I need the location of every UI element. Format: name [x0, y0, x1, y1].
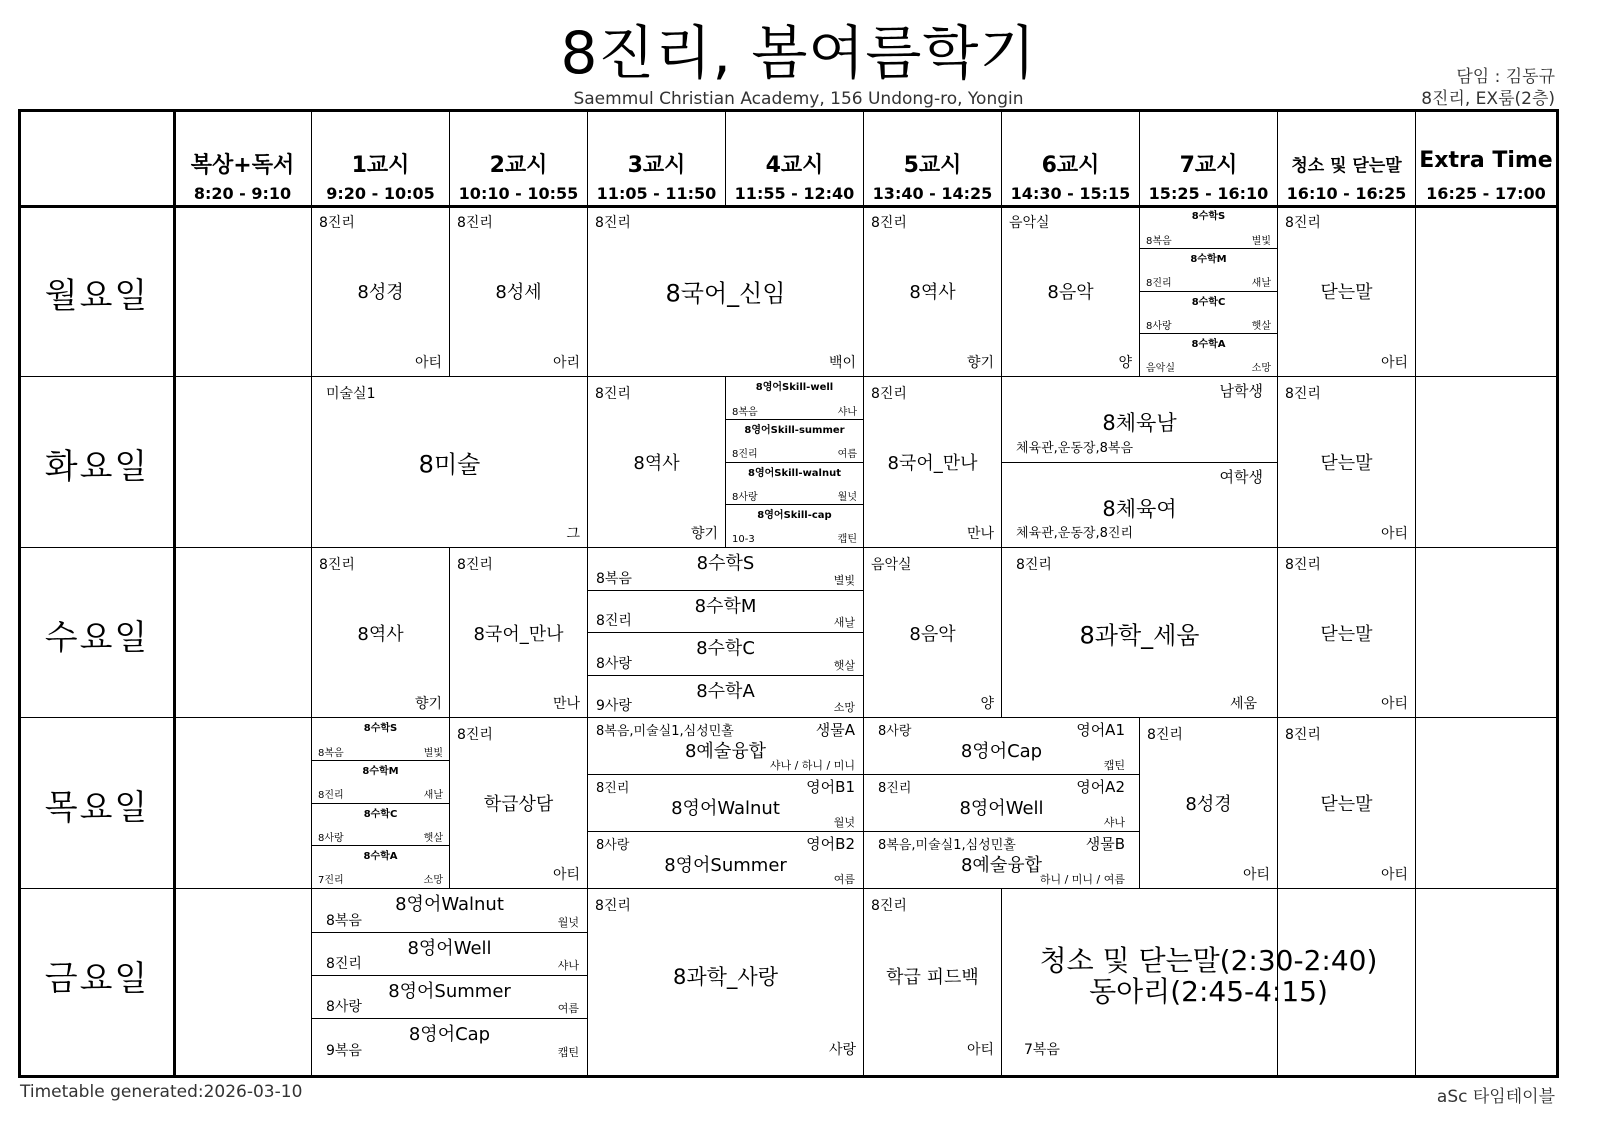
- sub-lesson-subject: 8영어Well: [407, 938, 492, 959]
- sub-lesson-location: 8진리: [596, 781, 630, 796]
- period-time: 15:25 - 16:10: [1148, 184, 1269, 203]
- lesson-card[interactable]: [588, 377, 725, 547]
- lesson-card[interactable]: [1140, 718, 1277, 888]
- split-lesson-card[interactable]: [726, 377, 863, 547]
- lesson-teacher: 사랑: [828, 1042, 856, 1058]
- sub-lesson-subject: 8영어Well: [959, 798, 1044, 819]
- sub-lesson-subject: 8수학C: [696, 638, 755, 659]
- sub-lesson-teacher: 햇살: [1251, 321, 1271, 332]
- sub-lesson-teacher: 별빛: [423, 748, 443, 759]
- lesson-group: 7복음: [1024, 1042, 1060, 1058]
- lesson-card[interactable]: [450, 718, 587, 888]
- lesson-card[interactable]: [312, 206, 449, 376]
- sub-lesson-subject: 8영어Skill-walnut: [748, 468, 841, 479]
- lesson-subject: 8국어_만나: [887, 453, 978, 474]
- homeroom-teacher: 담임 : 김동규: [1456, 67, 1555, 87]
- club-notice-line1: 청소 및 닫는말(2:30-2:40): [1039, 944, 1378, 977]
- sub-lesson-tag: 영어B2: [806, 835, 855, 853]
- lesson-card[interactable]: [1002, 206, 1139, 376]
- sub-lesson-group: 8진리: [318, 790, 344, 801]
- sub-lesson-group: 8진리: [596, 613, 632, 629]
- sub-lesson-subject: 8영어Skill-cap: [757, 510, 832, 521]
- generated-date: Timetable generated:2026-03-10: [20, 1082, 303, 1102]
- lesson-group: 음악실: [1009, 215, 1050, 231]
- sub-lesson-group: 8사랑: [596, 656, 632, 672]
- sub-lesson-tag: 생물A: [815, 721, 855, 739]
- sub-lesson-group: 8복음: [732, 407, 758, 418]
- lesson-teacher: 만나: [552, 696, 580, 712]
- sub-lesson-teacher: 월넛: [557, 916, 579, 929]
- period-time: 10:10 - 10:55: [458, 184, 579, 203]
- sub-lesson-location: 8사랑: [878, 724, 912, 739]
- sub-lesson-teacher: 샤나: [557, 959, 579, 972]
- sub-lesson-group: 8복음: [326, 913, 362, 929]
- period-header: [1140, 112, 1277, 208]
- period-time: 9:20 - 10:05: [326, 184, 435, 203]
- lesson-group: 8진리: [457, 557, 493, 573]
- sub-lesson-group: 9복음: [326, 1043, 362, 1059]
- lesson-teacher: 아티: [1380, 867, 1408, 883]
- period-header: [450, 112, 587, 208]
- sub-lesson-subject: 8예술융합: [684, 741, 766, 762]
- sub-lesson[interactable]: [1140, 249, 1277, 291]
- sub-lesson-location: 8사랑: [596, 838, 630, 853]
- brand-label: aSc 타임테이블: [1436, 1087, 1555, 1107]
- lesson-teacher: 아리: [552, 355, 580, 371]
- sub-lesson-tag: 영어A1: [1076, 721, 1125, 739]
- sub-lesson-location: 8진리: [878, 781, 912, 796]
- sub-lesson-teacher: 하니 / 미니 / 여름: [1039, 873, 1125, 886]
- lesson-teacher: 양: [1118, 355, 1132, 371]
- sub-lesson-group: 8사랑: [318, 833, 344, 844]
- split-lesson-card[interactable]: [864, 718, 1139, 888]
- period-header: [1278, 112, 1415, 208]
- sub-lesson-tag: 영어B1: [806, 778, 855, 796]
- sub-lesson-teacher: 샤나: [837, 407, 857, 418]
- sub-lesson-subject: 8수학M: [694, 596, 757, 617]
- sub-lesson-group: 10-3: [732, 534, 755, 545]
- sub-lesson-subject: 8영어Cap: [960, 741, 1043, 762]
- lesson-teacher: 아티: [414, 355, 442, 371]
- lesson-group: 음악실: [871, 557, 912, 573]
- sub-lesson[interactable]: [312, 846, 449, 888]
- sub-lesson-subject: 8수학A: [1191, 339, 1226, 350]
- lesson-subject: 8성세: [495, 282, 542, 303]
- split-lesson-card[interactable]: [312, 889, 587, 1075]
- lesson-group: 8진리: [1285, 215, 1321, 231]
- lesson-card[interactable]: [588, 889, 863, 1075]
- period-name: Extra Time: [1419, 148, 1553, 173]
- period-time: 8:20 - 9:10: [193, 184, 292, 203]
- timetable-grid: [18, 109, 1559, 1078]
- column-divider: [1415, 112, 1416, 1075]
- sub-lesson[interactable]: [312, 933, 587, 975]
- sub-lesson-subject: 8수학S: [696, 553, 755, 574]
- period-header: [174, 112, 311, 208]
- sub-lesson-subject: 8영어Summer: [664, 855, 787, 876]
- sub-lesson[interactable]: [726, 420, 863, 462]
- sub-lesson-group: 8진리: [326, 956, 362, 972]
- sub-lesson-subject: 8영어Walnut: [671, 798, 780, 819]
- lesson-card[interactable]: [450, 206, 587, 376]
- split-lesson-card[interactable]: [312, 718, 449, 888]
- sub-lesson-teacher: 별빛: [833, 574, 855, 587]
- sub-lesson[interactable]: [312, 976, 587, 1018]
- lesson-card[interactable]: [864, 206, 1001, 376]
- period-name: 청소 및 닫는말: [1291, 156, 1402, 176]
- period-time: 11:55 - 12:40: [734, 184, 855, 203]
- lesson-card[interactable]: [1278, 718, 1415, 888]
- split-lesson-card[interactable]: [588, 718, 863, 888]
- sub-lesson-group: 8진리: [732, 449, 758, 460]
- sub-lesson-teacher: 캡틴: [837, 534, 857, 545]
- period-header: [312, 112, 449, 208]
- sub-lesson-tag: 영어A2: [1076, 778, 1125, 796]
- lesson-teacher: 아티: [1380, 526, 1408, 542]
- school-address: Saemmul Christian Academy, 156 Undong-ro, Yongin: [573, 89, 1024, 109]
- sub-lesson-subject: 8예술융합: [960, 855, 1042, 876]
- sub-lesson[interactable]: [1002, 377, 1277, 462]
- sub-lesson-teacher: 새날: [423, 790, 443, 801]
- sub-lesson-group: 8사랑: [1146, 321, 1172, 332]
- sub-lesson[interactable]: [726, 377, 863, 420]
- club-notice-line2: 동아리(2:45-4:15): [1089, 975, 1328, 1008]
- sub-lesson-location: 체육관,운동장,8진리: [1016, 526, 1133, 541]
- period-name: 4교시: [765, 153, 824, 178]
- lesson-subject: 닫는말: [1320, 623, 1373, 645]
- period-name: 1교시: [351, 153, 410, 178]
- lesson-subject: 8과학_사랑: [672, 965, 778, 990]
- lesson-card[interactable]: [864, 377, 1001, 547]
- sub-lesson[interactable]: [1140, 206, 1277, 249]
- lesson-teacher: 그: [566, 526, 580, 542]
- sub-lesson-teacher: 소망: [423, 875, 443, 886]
- club-notice: [1002, 945, 1415, 1007]
- day-label-thu: 목요일: [44, 788, 150, 828]
- period-header: [726, 112, 863, 208]
- lesson-subject: 닫는말: [1320, 794, 1373, 815]
- sub-lesson[interactable]: [312, 1019, 587, 1062]
- sub-lesson-tag: 여학생: [1219, 468, 1263, 486]
- day-label-wed: 수요일: [44, 618, 150, 658]
- lesson-group: 8진리: [457, 215, 493, 231]
- lesson-teacher: 아티: [1380, 696, 1408, 712]
- sub-lesson-teacher: 샤나: [1103, 816, 1125, 829]
- sub-lesson-teacher: 월넛: [837, 492, 857, 503]
- lesson-teacher: 만나: [966, 526, 994, 542]
- lesson-group: 8진리: [595, 386, 631, 402]
- sub-lesson-group: 8사랑: [732, 492, 758, 503]
- lesson-card[interactable]: [1278, 377, 1415, 547]
- class-info: [1421, 66, 1555, 110]
- lesson-subject: 8미술: [418, 450, 481, 479]
- sub-lesson-location: 8복음,미술실1,심성민홀: [596, 724, 734, 739]
- sub-lesson[interactable]: [726, 505, 863, 547]
- lesson-subject: 8역사: [633, 453, 680, 474]
- period-header: [1002, 112, 1139, 208]
- sub-lesson-subject: 8수학C: [363, 809, 398, 820]
- lesson-group: 8진리: [319, 215, 355, 231]
- lesson-teacher: 아티: [966, 1042, 994, 1058]
- sub-lesson-subject: 8영어Cap: [408, 1024, 491, 1045]
- period-time: 11:05 - 11:50: [596, 184, 717, 203]
- lesson-subject: 8음악: [1047, 282, 1094, 303]
- lesson-card[interactable]: [312, 548, 449, 717]
- sub-lesson-teacher: 샤나 / 하니 / 미니: [769, 759, 855, 772]
- sub-lesson-location: 체육관,운동장,8복음: [1016, 441, 1133, 456]
- sub-lesson-subject: 8수학M: [1190, 254, 1227, 265]
- lesson-subject: 8역사: [909, 282, 956, 303]
- lesson-subject: 8과학_세움: [1079, 621, 1200, 649]
- sub-lesson-teacher: 캡틴: [1103, 759, 1125, 772]
- sub-lesson-subject: 8영어Skill-well: [755, 382, 834, 393]
- lesson-subject: 8성경: [1185, 794, 1232, 815]
- sub-lesson-teacher: 새날: [1251, 278, 1271, 289]
- sub-lesson-location: 8복음,미술실1,심성민홀: [878, 838, 1016, 853]
- sub-lesson[interactable]: [312, 718, 449, 761]
- lesson-card[interactable]: [1002, 889, 1415, 1075]
- sub-lesson[interactable]: [588, 832, 863, 888]
- sub-lesson-teacher: 별빛: [1251, 236, 1271, 247]
- lesson-subject: 8성경: [357, 282, 404, 303]
- sub-lesson-subject: 8수학A: [696, 681, 755, 702]
- homeroom-room: 8진리, EX룸(2층): [1421, 89, 1555, 109]
- lesson-card[interactable]: [1002, 548, 1277, 717]
- sub-lesson-teacher: 소망: [1251, 363, 1271, 374]
- sub-lesson-group: 8진리: [1146, 278, 1172, 289]
- sub-lesson-teacher: 월넛: [833, 816, 855, 829]
- sub-lesson[interactable]: [588, 591, 863, 632]
- lesson-group: 8진리: [871, 898, 907, 914]
- lesson-group: 8진리: [457, 727, 493, 743]
- lesson-teacher: 백이: [828, 355, 856, 371]
- sub-lesson-subject: 8영어Skill-summer: [744, 425, 845, 436]
- lesson-teacher: 향기: [690, 526, 718, 542]
- sub-lesson-subject: 8체육남: [1102, 411, 1177, 435]
- lesson-subject: 학급상담: [483, 794, 554, 815]
- split-lesson-card[interactable]: [588, 548, 863, 717]
- lesson-subject: 8역사: [357, 623, 404, 645]
- sub-lesson[interactable]: [1002, 463, 1277, 547]
- lesson-teacher: 아티: [1242, 867, 1270, 883]
- sub-lesson-subject: 8수학S: [363, 723, 398, 734]
- lesson-card[interactable]: [864, 548, 1001, 717]
- day-label-fri: 금요일: [44, 959, 150, 999]
- sub-lesson[interactable]: [726, 463, 863, 505]
- period-time: 13:40 - 14:25: [872, 184, 993, 203]
- lesson-group: 8진리: [1285, 386, 1321, 402]
- sub-lesson-subject: 8수학S: [1191, 211, 1226, 222]
- split-lesson-card[interactable]: [1002, 377, 1277, 547]
- sub-lesson-subject: 8체육여: [1102, 497, 1177, 521]
- sub-lesson-teacher: 캡틴: [557, 1046, 579, 1059]
- period-time: 14:30 - 15:15: [1010, 184, 1131, 203]
- period-name: 5교시: [903, 153, 962, 178]
- lesson-group: 8진리: [1285, 727, 1321, 743]
- sub-lesson-subject: 8수학A: [363, 851, 398, 862]
- sub-lesson-group: 7진리: [318, 875, 344, 886]
- lesson-group: 8진리: [871, 386, 907, 402]
- lesson-subject: 8국어_만나: [473, 623, 564, 645]
- sub-lesson-teacher: 소망: [833, 701, 855, 714]
- period-header: [864, 112, 1001, 208]
- sub-lesson-group: 8복음: [596, 571, 632, 587]
- sub-lesson-teacher: 햇살: [833, 659, 855, 672]
- sub-lesson-group: 음악실: [1146, 363, 1175, 374]
- sub-lesson[interactable]: [588, 548, 863, 590]
- sub-lesson-teacher: 여름: [833, 873, 855, 886]
- lesson-subject: 8국어_신임: [665, 279, 786, 308]
- sub-lesson[interactable]: [588, 775, 863, 831]
- period-header: [1416, 112, 1556, 208]
- lesson-group: 8진리: [1016, 557, 1052, 573]
- lesson-card[interactable]: [864, 889, 1001, 1075]
- lesson-teacher: 양: [980, 696, 994, 712]
- lesson-group: 8진리: [595, 215, 631, 231]
- sub-lesson-teacher: 새날: [833, 616, 855, 629]
- sub-lesson-teacher: 여름: [837, 449, 857, 460]
- sub-lesson-group: 8복음: [1146, 236, 1172, 247]
- lesson-teacher: 세움: [1229, 696, 1257, 712]
- sub-lesson-group: 9사랑: [596, 698, 632, 714]
- lesson-card[interactable]: [588, 206, 863, 376]
- sub-lesson[interactable]: [312, 804, 449, 846]
- page-title: 8진리, 봄여름학기: [560, 19, 1037, 87]
- lesson-teacher: 향기: [966, 355, 994, 371]
- sub-lesson-subject: 8영어Walnut: [395, 894, 504, 915]
- period-time: 16:10 - 16:25: [1286, 184, 1407, 203]
- lesson-subject: 8음악: [909, 623, 956, 645]
- lesson-group: 8진리: [319, 557, 355, 573]
- sub-lesson-subject: 8수학M: [362, 766, 399, 777]
- sub-lesson-tag: 남학생: [1219, 382, 1263, 400]
- sub-lesson[interactable]: [312, 761, 449, 803]
- lesson-card[interactable]: [312, 377, 587, 547]
- lesson-group: 8진리: [1147, 727, 1183, 743]
- lesson-subject: 닫는말: [1320, 282, 1373, 303]
- period-name: 7교시: [1179, 153, 1238, 178]
- period-name: 3교시: [627, 153, 686, 178]
- period-time: 16:25 - 17:00: [1426, 184, 1546, 203]
- sub-lesson[interactable]: [588, 633, 863, 675]
- sub-lesson[interactable]: [864, 718, 1139, 774]
- sub-lesson-subject: 8영어Summer: [388, 981, 511, 1002]
- sub-lesson[interactable]: [1140, 334, 1277, 376]
- period-name: 복상+독서: [190, 153, 295, 178]
- sub-lesson[interactable]: [864, 832, 1139, 888]
- lesson-card[interactable]: [450, 548, 587, 717]
- sub-lesson-tag: 생물B: [1085, 835, 1125, 853]
- period-header: [588, 112, 725, 208]
- lesson-group: 미술실1: [326, 386, 376, 402]
- period-name: 2교시: [489, 153, 548, 178]
- lesson-subject: 학급 피드백: [886, 967, 979, 989]
- day-label-tue: 화요일: [44, 447, 150, 487]
- day-label-mon: 월요일: [44, 276, 150, 316]
- sub-lesson[interactable]: [588, 676, 863, 717]
- sub-lesson-group: 8복음: [318, 748, 344, 759]
- sub-lesson-group: 8사랑: [326, 999, 362, 1015]
- sub-lesson-subject: 8수학C: [1191, 297, 1226, 308]
- lesson-group: 8진리: [871, 215, 907, 231]
- sub-lesson[interactable]: [312, 889, 587, 932]
- lesson-teacher: 향기: [414, 696, 442, 712]
- day-column-divider: [173, 112, 176, 1075]
- lesson-card[interactable]: [1278, 206, 1415, 376]
- lesson-card[interactable]: [1278, 548, 1415, 717]
- sub-lesson-teacher: 햇살: [423, 833, 443, 844]
- period-name: 6교시: [1041, 153, 1100, 178]
- lesson-teacher: 아티: [1380, 355, 1408, 371]
- lesson-group: 8진리: [595, 898, 631, 914]
- sub-lesson-teacher: 여름: [557, 1002, 579, 1015]
- lesson-subject: 닫는말: [1320, 453, 1373, 474]
- sub-lesson[interactable]: [588, 718, 863, 774]
- lesson-teacher: 아티: [552, 867, 580, 883]
- sub-lesson[interactable]: [1140, 292, 1277, 334]
- split-lesson-card[interactable]: [1140, 206, 1277, 376]
- sub-lesson[interactable]: [864, 775, 1139, 831]
- lesson-group: 8진리: [1285, 557, 1321, 573]
